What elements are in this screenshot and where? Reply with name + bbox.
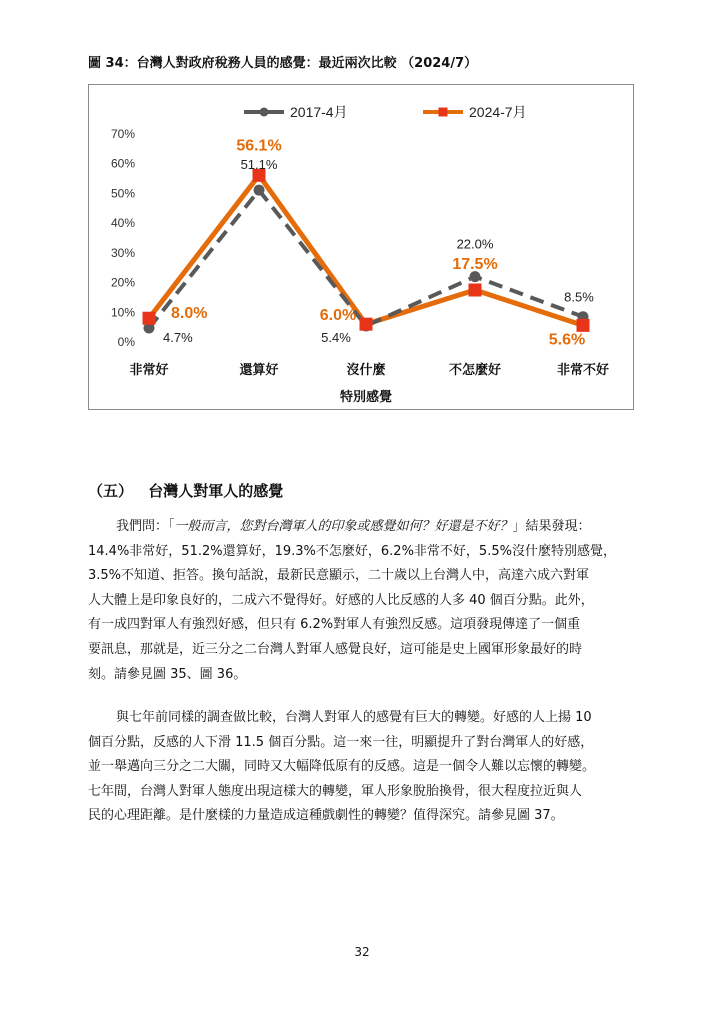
page-number: 32 [354,945,370,959]
legend-label-2017: 2017-4月 [290,104,348,120]
data-point-2024 [577,319,590,332]
quote-close: 」結果發現： [512,519,591,534]
data-label-2017: 51.1% [240,157,278,173]
data-point-2017 [254,185,265,196]
text-line: 個百分點，反感的人下滑 11.5 個百分點。這一來一往，明顯提升了對台灣軍人的好感， [88,734,594,750]
data-point-2024 [469,284,482,297]
legend-marker-2024 [439,108,448,117]
data-point-2024 [143,312,156,325]
figure-title: 圖 34：台灣人對政府稅務人員的感覺：最近兩次比較 （2024/7） [88,56,478,71]
x-tick-label: 不怎麼好 [448,362,502,377]
y-tick-label: 40% [110,216,135,231]
data-label-2017: 5.4% [321,329,351,345]
quote-open: 我們問：「 [116,519,175,534]
y-tick-label: 30% [110,245,135,260]
data-label-2017: 8.5% [564,289,594,305]
y-tick-label: 50% [110,186,135,201]
chart-canvas [89,85,635,411]
text-line: 民的心理距離。是什麼樣的力量造成這種戲劇性的轉變？值得深究。請參見圖 37。 [88,808,564,824]
text-line: 要訊息，那就是，近三分之二台灣人對軍人感覺良好，這可能是史上國軍形象最好的時 [88,641,583,657]
legend-label-2024: 2024-7月 [469,104,527,120]
text-line: 刻。請參見圖 35、圖 36。 [88,666,247,682]
y-tick-label: 20% [110,275,135,290]
y-tick-label: 60% [110,156,135,171]
paragraph-seven-year-comparison [88,706,636,829]
survey-question: 一般而言，您對台灣軍人的印象或感覺如何？好還是不好？ [174,519,513,534]
x-tick-label: 還算好 [239,362,279,377]
text-line [88,515,636,540]
text-line: 3.5%不知道、拒答。換句話說，最新民意顯示，二十歲以上台灣人中，高達六成六對軍 [88,568,590,584]
data-label-2024: 6.0% [319,307,357,325]
text-line: 七年間，台灣人對軍人態度出現這樣大的轉變，軍人形象脫胎換骨，很大程度拉近與人 [88,783,583,799]
series-line-2024 [149,175,583,325]
y-tick-label: 0% [117,335,135,349]
x-tick-label: 非常不好 [556,362,610,377]
text-line: 有一成四對軍人有強烈好感，但只有 6.2%對軍人有強烈反感。這項發現傳達了一個重 [88,617,581,633]
x-axis-title: 特別感覺 [339,389,393,404]
section-title: 台灣人對軍人的感覺 [148,482,284,500]
text-line: 與七年前同樣的調查做比較，台灣人對軍人的感覺有巨大的轉變。好感的人上揚 10 [116,710,592,725]
text-line: 14.4%非常好，51.2%還算好，19.3%不怎麼好，6.2%非常不好，5.5%沒什麼特別感覺， [88,543,616,559]
data-label-2024: 8.0% [171,305,208,323]
data-label-2024: 56.1% [236,137,282,155]
section-heading [88,480,283,501]
line-chart [88,84,634,410]
text-line: 並一舉邁向三分之二大關，同時又大幅降低原有的反感。這是一個令人難以忘懷的轉變。 [88,759,596,775]
y-tick-label: 70% [110,127,135,141]
data-label-2024: 5.6% [548,331,586,349]
data-label-2024: 17.5% [452,256,498,273]
x-tick-label: 沒什麼 [346,362,386,377]
text-line: 人大體上是印象良好的，二成六不覺得好。好感的人比反感的人多 40 個百分點。此外， [88,592,594,608]
paragraph-military-impression [88,515,636,687]
x-tick-label: 非常好 [129,362,169,377]
legend-marker-2017 [260,108,269,117]
data-label-2017: 22.0% [456,236,494,252]
data-label-2017: 4.7% [163,330,193,346]
data-point-2024 [360,318,373,331]
section-number: （五） [88,482,134,500]
y-tick-label: 10% [110,305,135,320]
series-line-2017 [149,190,583,328]
